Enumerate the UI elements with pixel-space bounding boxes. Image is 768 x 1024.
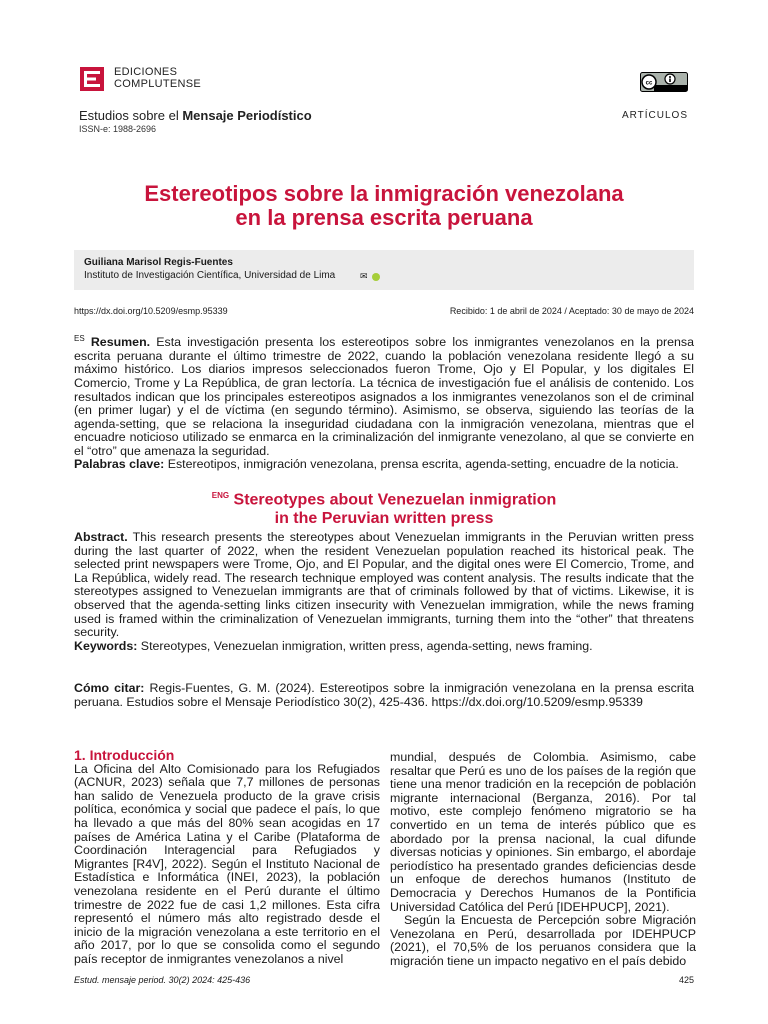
ediciones-complutense-logo-icon	[79, 66, 105, 92]
body-paragraph: La Oficina del Alto Comisionado para los Refugiados (ACNUR, 2023) señala que 7,7 millones de personas han salido de Venezuela producto de la grave crisis política, económica y social que padece el país, lo que ha llevado a que más del 80% sean acogidas en 17 países de América Latina y el Caribe (Plataforma de Coordinación Interagencial para Refugiados y Migrantes [R4V], 2022). Según el Instituto Nacional de Estadística e Informática (INEI, 2023), la población venezolana residente en el Perú durante el último trimestre de 2022 fue de casi 1,2 millones. Esta cifra representó el número más alto registrado desde el inicio de la migración venezolana a este territorio en el año 2017, por lo que se consolida como el segundo país receptor de inmigrantes venezolanos a nivel	[74, 761, 380, 966]
body-paragraph: mundial, después de Colombia. Asimismo, cabe resaltar que Perú es uno de los países de la región que tiene una menor tradición en la recepción de población migrante internacional (Berganza, 2016). Por tal motivo, este complejo fenómeno migratorio se ha convertido en un tema de interés público que es abordado por la prensa nacional, la cual difunde diversas noticias y opiniones. Sin embargo, el abordaje periodístico ha presentado grandes deficiencias desde un enfoque de derechos humanos (Instituto de Democracia y Derechos Humanos de la Pontificia Universidad Católica del Perú [IDEHPUCP], 2021).	[390, 750, 696, 914]
body-paragraph: Según la Encuesta de Percepción sobre Migración Venezolana en Perú, desarrollada por IDEHPUCP (2021), el 70,5% de los peruanos considera que la migración tiene un impacto negativo en el país debido	[390, 913, 696, 968]
publisher-name: EDICIONES COMPLUTENSE	[114, 66, 202, 90]
author-affiliation: Instituto de Investigación Científica, Universidad de Lima	[84, 270, 336, 281]
author-name: Guiliana Marisol Regis-Fuentes	[84, 257, 233, 268]
author-contact	[360, 271, 380, 282]
article-title: Estereotipos sobre la inmigración venezolana en la prensa escrita peruana	[144, 181, 624, 230]
orcid-icon[interactable]	[372, 273, 380, 281]
section-label: ARTÍCULOS	[621, 110, 688, 121]
abstract-es: $^{ES}$ Resumen. Esta investigación presenta los estereotipos sobre los inmigrantes venezolanos en la prensa escrita peruana durante el último trimestre de 2022, cuando la población venezolana residente llegó a su máximo histórico. Los diarios impresos seleccionados fueron Trome, Ojo y El Popular, y los digitales El Comercio, Trome y La República, de gran lectoría. La técnica de investigación fue el análisis de contenido. Los resultados indican que los principales estereotipos asignados a los inmigrantes venezolanos son el de criminal (en primer lugar) y el de víctima (en segundo término). Asimismo, se observa, siguiendo las teorías de la agenda-setting, que se relaciona la inseguridad ciudadana con la inmigración venezolana, mientras que el encuadre noticioso utilizado se enmarca en la criminalización del inmigrante venezolano, al que se convierte en el “otro” que amenaza la seguridad. Palabras clave: Estereotipos, inmigración venezolana, prensa escrita, agenda-setting, encuadre de la noticia.	[74, 334, 694, 472]
how-to-cite: Cómo citar: Regis-Fuentes, G. M. (2024). Estereotipos sobre la inmigración venezolana en la prensa escrita peruana. Estudios sobre el Mensaje Periodístico 30(2), 425-436. https://dx.doi.org/10.5209/esmp.95339	[74, 681, 694, 709]
cc-license-icon[interactable]	[640, 72, 688, 92]
body-column-right	[390, 751, 696, 969]
footer-citation: Estud. mensaje period. 30(2) 2024: 425-436	[74, 975, 251, 985]
issn: ISSN-e: 1988-2696	[79, 124, 157, 134]
received-accepted-dates: Recibido: 1 de abril de 2024 / Aceptado: 30 de mayo de 2024	[449, 306, 694, 316]
page-number: 425	[678, 975, 694, 985]
mail-icon[interactable]: ✉	[360, 271, 368, 281]
body-column-left	[74, 749, 380, 967]
doi-link[interactable]: https://dx.doi.org/10.5209/esmp.95339	[74, 306, 228, 316]
abstract-en: Abstract. This research presents the stereotypes about Venezuelan immigrants in the Peruvian written press during the last quarter of 2022, when the resident Venezuelan population reached its historical peak. The selected print newspapers were Trome, Ojo, and El Popular, and the digital ones were El Comercio, Trome, and La República, widely read. The research technique employed was content analysis. The results indicate that the stereotypes assigned to Venezuelan immigrants are that of criminals followed by that of victims. Likewise, it is observed that the agenda-setting links citizen insecurity with Venezuelan immigration, while the news framing used is framed within the criminalization of Venezuelan immigrants, turning them into the “other” that threatens security. Keywords: Stereotypes, Venezuelan inmigration, written press, agenda-setting, news framing.	[74, 530, 694, 653]
section-heading-introduction: 1. Introducción	[74, 747, 175, 763]
english-title: $^{ENG}$ Stereotypes about Venezuelan inmigration in the Peruvian written press	[211, 491, 557, 528]
svg-text:cc: cc	[645, 80, 653, 87]
journal-name: Estudios sobre el Mensaje Periodístico	[79, 108, 312, 123]
